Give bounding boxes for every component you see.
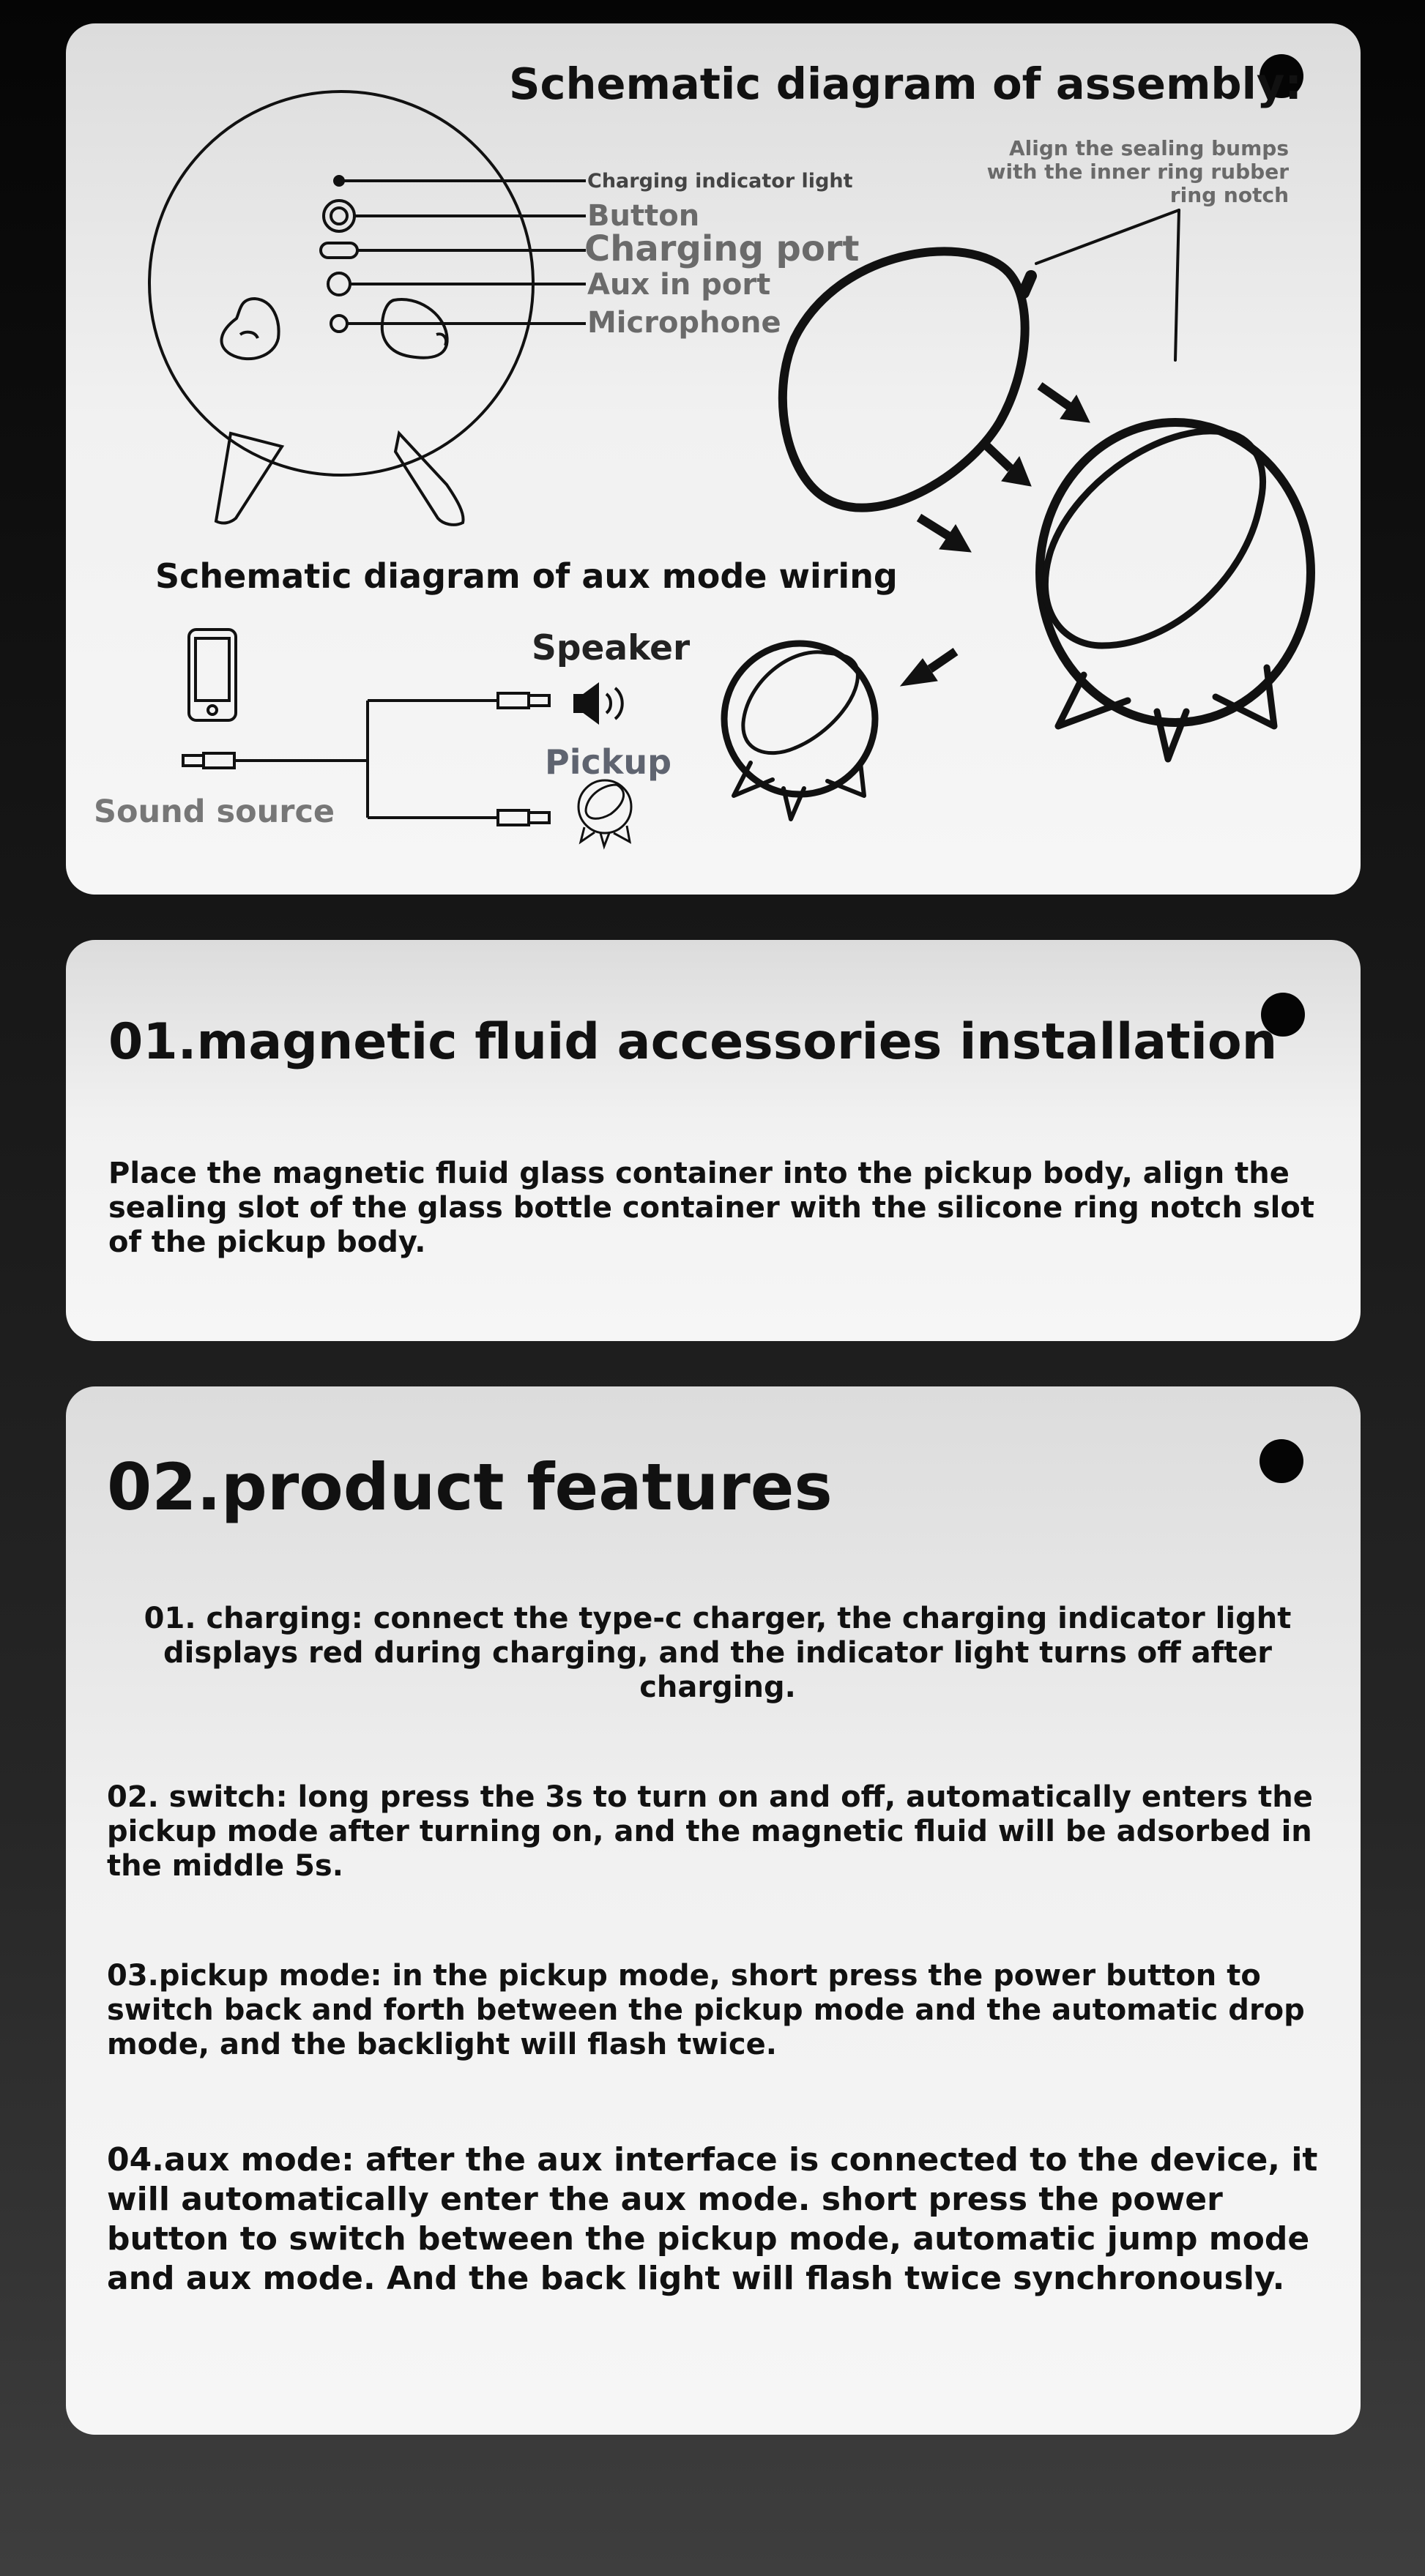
feature-aux-mode: 04.aux mode: after the aux interface is connected to the device, it will automatically enter the aux mode. short press the power button to switch between the pickup mode, automatic jump mode and aux mode. And the back light will flash twice synchronously. (107, 2141, 1318, 2297)
assembly-exploded-view (724, 210, 1311, 819)
section1-body: Place the magnetic fluid glass container into the pickup body, align the sealing slot of the glass bottle container with the silicone ring notch slot of the pickup body. (108, 1157, 1314, 1259)
feature-switch: 02. switch: long press the 3s to turn on and off, automatically enters the pickup mode after turning on, and the magnetic fluid will be adsorbed in the middle 5s. (107, 1780, 1313, 1883)
label-microphone: Microphone (587, 306, 781, 340)
assembly-drawing (66, 23, 1361, 895)
label-button: Button (587, 199, 700, 233)
assembly-card (66, 23, 1361, 895)
installation-card (66, 940, 1361, 1341)
sound-source-label: Sound source (94, 794, 335, 830)
phone-icon (189, 630, 236, 720)
section2-title: 02.product features (107, 1449, 833, 1525)
product-front-view (149, 92, 533, 525)
section1-title: 01.magnetic fluid accessories installation (108, 1013, 1278, 1071)
label-charging-indicator: Charging indicator light (587, 170, 853, 193)
align-note: Align the sealing bumps with the inner ring rubber ring notch (986, 136, 1289, 207)
feature-pickup-mode: 03.pickup mode: in the pickup mode, short press the power button to switch back and forth between the pickup mode and the automatic drop mode, and the backlight will flash twice. (107, 1959, 1305, 2061)
speaker-icon (575, 685, 622, 722)
assembly-title: Schematic diagram of assembly: (509, 59, 1302, 109)
bullet-dot (1260, 1439, 1303, 1483)
pickup-label: Pickup (545, 742, 672, 782)
features-card (66, 1386, 1361, 2435)
callout-lines (343, 181, 586, 324)
label-aux-in: Aux in port (587, 268, 771, 302)
aux-wiring-title: Schematic diagram of aux mode wiring (155, 556, 898, 596)
speaker-label: Speaker (532, 628, 691, 668)
pickup-icon (578, 780, 631, 846)
port-icons (321, 176, 357, 332)
label-charging-port: Charging port (584, 228, 860, 269)
feature-charging: 01. charging: connect the type-c charger, the charging indicator light displays red during charging, and the indicator light turns off after charging. (144, 1602, 1292, 1704)
